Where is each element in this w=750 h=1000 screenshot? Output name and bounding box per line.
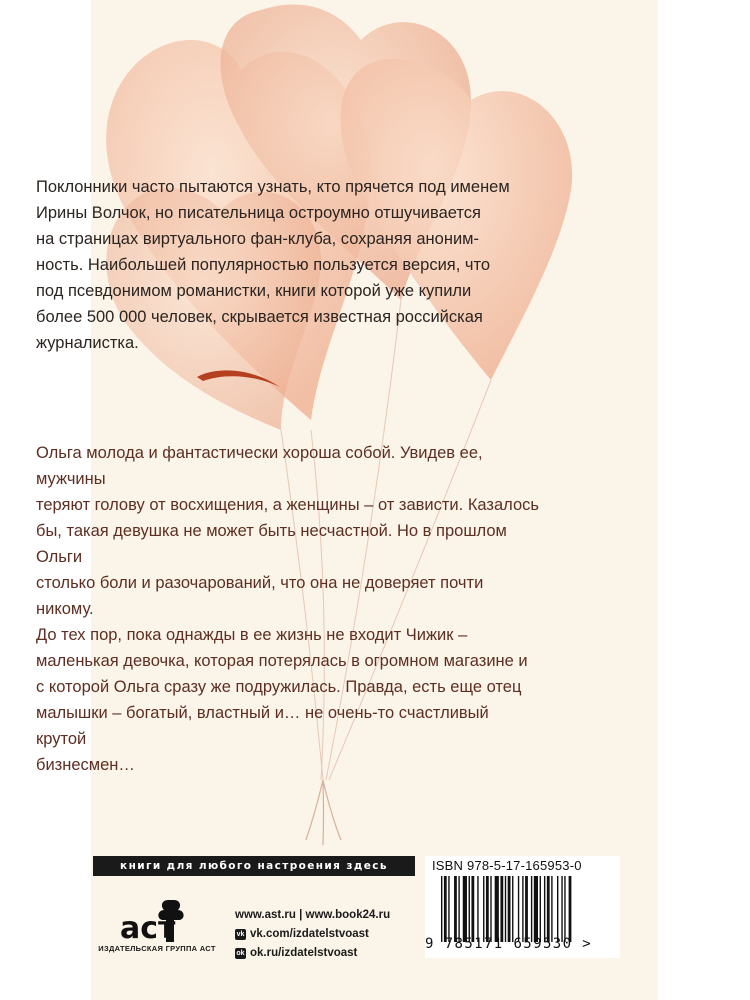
barcode-bar [551,876,552,942]
barcode-bar [463,876,467,942]
sites-row [235,906,390,925]
annotation-line: с которой Ольга сразу же подружилась. Правда, есть еще отец [36,678,522,696]
publisher-links [235,906,390,963]
intro-line: журналистка. [36,334,139,352]
barcode-bar [505,876,506,942]
intro-line: под псевдонимом романистки, книги которой уже купили [36,282,472,300]
ok-link[interactable]: ok.ru/izdatelstvoast [250,947,358,959]
barcode-bar [444,876,447,942]
annotation-line: Ольга молода и фантастически хороша собой. Увидев ее, мужчины [36,444,483,488]
barcode-digits: 9 785171 659530 > [425,936,593,952]
barcode-bar [544,876,545,942]
logo-text: аст [120,911,176,946]
ok-icon: ok [236,950,245,957]
barcode-bar [495,876,499,942]
annotation-line: столько боли и разочарований, что она не доверяет почти никому. [36,574,484,618]
annotation-line: бизнесмен… [36,756,135,774]
barcode-bar [561,876,562,942]
author-intro [36,174,516,356]
barcode-bar [508,876,511,942]
intro-line: Поклонники часто пытаются узнать, кто прячется под именем [36,178,510,196]
barcode-bar [471,876,474,942]
ast-logo [106,892,206,952]
barcode-bar [469,876,470,942]
barcode-bar [477,876,478,942]
barcode-bar [569,876,572,942]
annotation-line: теряют голову от восхищения, а женщины – от зависти. Казалось [36,496,540,514]
vk-icon: vk [236,931,245,938]
barcode-bar [490,876,491,942]
isbn-block [425,856,620,958]
barcode-bar [483,876,484,942]
publisher-name: ИЗДАТЕЛЬСКАЯ ГРУППА АСТ [98,944,216,953]
barcode-bar [486,876,489,942]
barcode-bar [454,876,457,942]
barcode-bar [540,876,541,942]
barcode-bar [522,876,523,942]
vk-row [235,925,390,944]
barcode-bar [534,876,538,942]
annotation-line: маленькая девочка, которая потерялась в огромном магазине и [36,652,528,670]
annotation-line: бы, такая девушка не может быть несчастной. Но в прошлом Ольги [36,522,507,566]
intro-line: более 500 000 человек, скрывается известная российская [36,308,483,326]
intro-line: на страницах виртуального фан-клуба, сохраняя аноним- [36,230,480,248]
barcode-bar [441,876,442,942]
intro-line: Ирины Волчок, но писательница остроумно отшучивается [36,204,481,222]
intro-line: ность. Наибольшей популярностью пользуется версия, что [36,256,491,274]
barcode-bar [531,876,532,942]
barcode-bar [458,876,459,942]
barcode-bar [525,876,528,942]
barcode-bar [547,876,550,942]
barcode-bar [512,876,513,942]
barcode-bar [564,876,565,942]
barcode-bar [448,876,449,942]
annotation-line: До тех пор, пока однажды в ее жизнь не входит Чижик – [36,626,468,644]
swoosh-ornament [195,363,285,393]
vk-link[interactable]: vk.com/izdatelstvoast [250,928,369,940]
ok-row [235,944,390,963]
book-annotation [36,440,541,778]
slogan-banner: книги для любого настроения здесь [93,856,415,876]
barcode-bar [557,876,558,942]
website-links[interactable]: www.ast.ru | www.book24.ru [235,909,391,921]
isbn-number: ISBN 978-5-17-165953-0 [432,858,582,873]
barcode-bar [518,876,519,942]
barcode-bar [500,876,503,942]
barcode [441,876,617,942]
annotation-line: малышки – богатый, властный и… не очень-то счастливый крутой [36,704,489,748]
